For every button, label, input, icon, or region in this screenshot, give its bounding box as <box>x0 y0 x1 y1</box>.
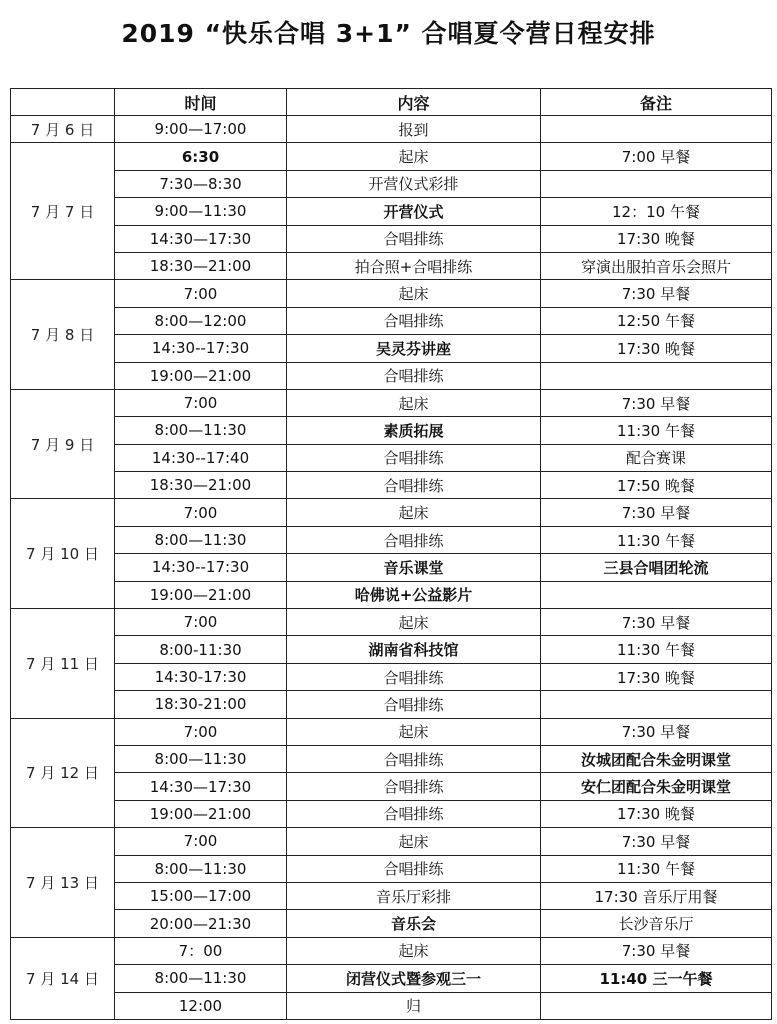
header-time: 时间 <box>115 89 287 116</box>
day-date-label: 7 月 11 日 <box>26 654 99 673</box>
time-cell: 8:00—11:30 <box>115 745 287 772</box>
time-cell: 7:00 <box>115 609 287 636</box>
table-row <box>11 636 772 663</box>
time-cell: 7:00 <box>115 718 287 745</box>
note-cell: 7:30 早餐 <box>541 499 772 526</box>
note-cell: 配合赛课 <box>541 444 772 471</box>
content-cell: 合唱排练 <box>287 800 541 827</box>
day-date-cell <box>11 828 115 938</box>
table-row <box>11 389 772 416</box>
time-cell: 20:00—21:30 <box>115 910 287 937</box>
table-row <box>11 280 772 307</box>
table-row <box>11 198 772 225</box>
table-row <box>11 116 772 143</box>
content-cell: 音乐会 <box>287 910 541 937</box>
note-cell: 17:50 晚餐 <box>541 472 772 499</box>
note-cell: 长沙音乐厅 <box>541 910 772 937</box>
time-cell: 8:00—12:00 <box>115 307 287 334</box>
table-row <box>11 170 772 197</box>
note-cell: 12：10 午餐 <box>541 198 772 225</box>
note-cell: 17:30 晚餐 <box>541 225 772 252</box>
time-cell: 18:30—21:00 <box>115 252 287 279</box>
time-cell: 14:30—17:30 <box>115 225 287 252</box>
time-cell: 6:30 <box>115 143 287 170</box>
table-row <box>11 828 772 855</box>
note-cell: 三县合唱团轮流 <box>541 554 772 581</box>
time-cell: 14:30-17:30 <box>115 663 287 690</box>
time-cell: 7:00 <box>115 499 287 526</box>
time-cell: 8:00-11:30 <box>115 636 287 663</box>
day-date-label: 7 月 12 日 <box>26 764 99 783</box>
day-date-label: 7 月 13 日 <box>26 873 99 892</box>
table-row <box>11 499 772 526</box>
note-cell: 11:30 午餐 <box>541 526 772 553</box>
day-date-cell <box>11 116 115 143</box>
note-cell: 7:30 早餐 <box>541 828 772 855</box>
table-row <box>11 362 772 389</box>
table-row <box>11 609 772 636</box>
content-cell: 起床 <box>287 143 541 170</box>
time-cell: 19:00—21:00 <box>115 800 287 827</box>
time-cell: 9:00—11:30 <box>115 198 287 225</box>
content-cell: 报到 <box>287 116 541 143</box>
table-row <box>11 855 772 882</box>
schedule-body <box>11 116 772 1020</box>
table-row <box>11 745 772 772</box>
note-cell: 11:40 三一午餐 <box>541 965 772 992</box>
table-row <box>11 526 772 553</box>
table-row <box>11 335 772 362</box>
time-cell: 7：00 <box>115 937 287 964</box>
time-cell: 8:00—11:30 <box>115 965 287 992</box>
content-cell: 合唱排练 <box>287 691 541 718</box>
content-cell: 音乐课堂 <box>287 554 541 581</box>
content-cell: 素质拓展 <box>287 417 541 444</box>
content-cell: 音乐厅彩排 <box>287 882 541 909</box>
table-row <box>11 252 772 279</box>
header-content: 内容 <box>287 89 541 116</box>
note-cell: 12:50 午餐 <box>541 307 772 334</box>
note-cell: 7:30 早餐 <box>541 937 772 964</box>
time-cell: 7:00 <box>115 280 287 307</box>
content-cell: 合唱排练 <box>287 526 541 553</box>
content-cell: 开营仪式 <box>287 198 541 225</box>
content-cell: 起床 <box>287 499 541 526</box>
time-cell: 14:30--17:30 <box>115 554 287 581</box>
content-cell: 合唱排练 <box>287 472 541 499</box>
day-date-label: 7 月 9 日 <box>30 435 95 454</box>
time-cell: 7:00 <box>115 389 287 416</box>
content-cell: 起床 <box>287 609 541 636</box>
content-cell: 湖南省科技馆 <box>287 636 541 663</box>
content-cell: 合唱排练 <box>287 855 541 882</box>
day-date-label: 7 月 6 日 <box>30 120 95 139</box>
note-cell: 17:30 晚餐 <box>541 800 772 827</box>
table-row <box>11 581 772 608</box>
note-cell <box>541 362 772 389</box>
content-cell: 起床 <box>287 389 541 416</box>
note-cell: 11:30 午餐 <box>541 417 772 444</box>
note-cell: 穿演出服拍音乐会照片 <box>541 252 772 279</box>
document-title: 2019 “快乐合唱 3+1” 合唱夏令营日程安排 <box>121 19 656 48</box>
schedule-table <box>10 88 772 1020</box>
note-cell: 11:30 午餐 <box>541 636 772 663</box>
content-cell: 哈佛说+公益影片 <box>287 581 541 608</box>
day-date-cell <box>11 937 115 1019</box>
content-cell: 起床 <box>287 280 541 307</box>
note-cell: 7:00 早餐 <box>541 143 772 170</box>
content-cell: 归 <box>287 992 541 1019</box>
note-cell: 7:30 早餐 <box>541 718 772 745</box>
note-cell: 汝城团配合朱金明课堂 <box>541 745 772 772</box>
content-cell: 拍合照+合唱排练 <box>287 252 541 279</box>
day-date-label: 7 月 10 日 <box>26 545 99 564</box>
note-cell: 7:30 早餐 <box>541 609 772 636</box>
table-row <box>11 472 772 499</box>
time-cell: 18:30—21:00 <box>115 472 287 499</box>
day-date-cell <box>11 499 115 609</box>
table-row <box>11 307 772 334</box>
table-row <box>11 992 772 1019</box>
time-cell: 7:30—8:30 <box>115 170 287 197</box>
day-date-label: 7 月 8 日 <box>30 326 95 345</box>
table-row <box>11 910 772 937</box>
time-cell: 14:30--17:30 <box>115 335 287 362</box>
note-cell <box>541 581 772 608</box>
note-cell: 17:30 晚餐 <box>541 335 772 362</box>
note-cell: 7:30 早餐 <box>541 389 772 416</box>
time-cell: 14:30--17:40 <box>115 444 287 471</box>
note-cell: 17:30 晚餐 <box>541 663 772 690</box>
note-cell: 安仁团配合朱金明课堂 <box>541 773 772 800</box>
day-date-cell <box>11 718 115 828</box>
content-cell: 合唱排练 <box>287 225 541 252</box>
day-date-label: 7 月 14 日 <box>26 969 99 988</box>
content-cell: 起床 <box>287 718 541 745</box>
content-cell: 开营仪式彩排 <box>287 170 541 197</box>
note-cell <box>541 992 772 1019</box>
day-date-cell <box>11 389 115 499</box>
header-note: 备注 <box>541 89 772 116</box>
table-row <box>11 691 772 718</box>
time-cell: 14:30—17:30 <box>115 773 287 800</box>
time-cell: 9:00—17:00 <box>115 116 287 143</box>
content-cell: 起床 <box>287 937 541 964</box>
content-cell: 合唱排练 <box>287 444 541 471</box>
note-cell: 7:30 早餐 <box>541 280 772 307</box>
table-row <box>11 225 772 252</box>
table-row <box>11 800 772 827</box>
note-cell <box>541 170 772 197</box>
time-cell: 8:00—11:30 <box>115 417 287 444</box>
content-cell: 合唱排练 <box>287 307 541 334</box>
day-date-cell <box>11 143 115 280</box>
table-row <box>11 417 772 444</box>
content-cell: 起床 <box>287 828 541 855</box>
table-row <box>11 882 772 909</box>
time-cell: 19:00—21:00 <box>115 362 287 389</box>
header-date <box>11 89 115 116</box>
time-cell: 19:00—21:00 <box>115 581 287 608</box>
table-row <box>11 937 772 964</box>
day-date-cell <box>11 280 115 390</box>
time-cell: 15:00—17:00 <box>115 882 287 909</box>
table-row <box>11 663 772 690</box>
note-cell: 17:30 音乐厅用餐 <box>541 882 772 909</box>
note-cell <box>541 691 772 718</box>
table-row <box>11 773 772 800</box>
table-row <box>11 965 772 992</box>
content-cell: 合唱排练 <box>287 745 541 772</box>
time-cell: 18:30-21:00 <box>115 691 287 718</box>
content-cell: 合唱排练 <box>287 773 541 800</box>
content-cell: 合唱排练 <box>287 362 541 389</box>
time-cell: 8:00—11:30 <box>115 526 287 553</box>
time-cell: 8:00—11:30 <box>115 855 287 882</box>
table-row <box>11 554 772 581</box>
day-date-cell <box>11 609 115 719</box>
table-header-row <box>11 89 772 116</box>
note-cell: 11:30 午餐 <box>541 855 772 882</box>
table-row <box>11 718 772 745</box>
note-cell <box>541 116 772 143</box>
time-cell: 7:00 <box>115 828 287 855</box>
time-cell: 12:00 <box>115 992 287 1019</box>
content-cell: 合唱排练 <box>287 663 541 690</box>
table-row <box>11 444 772 471</box>
content-cell: 闭营仪式暨参观三一 <box>287 965 541 992</box>
table-row <box>11 143 772 170</box>
day-date-label: 7 月 7 日 <box>30 202 95 221</box>
content-cell: 吴灵芬讲座 <box>287 335 541 362</box>
